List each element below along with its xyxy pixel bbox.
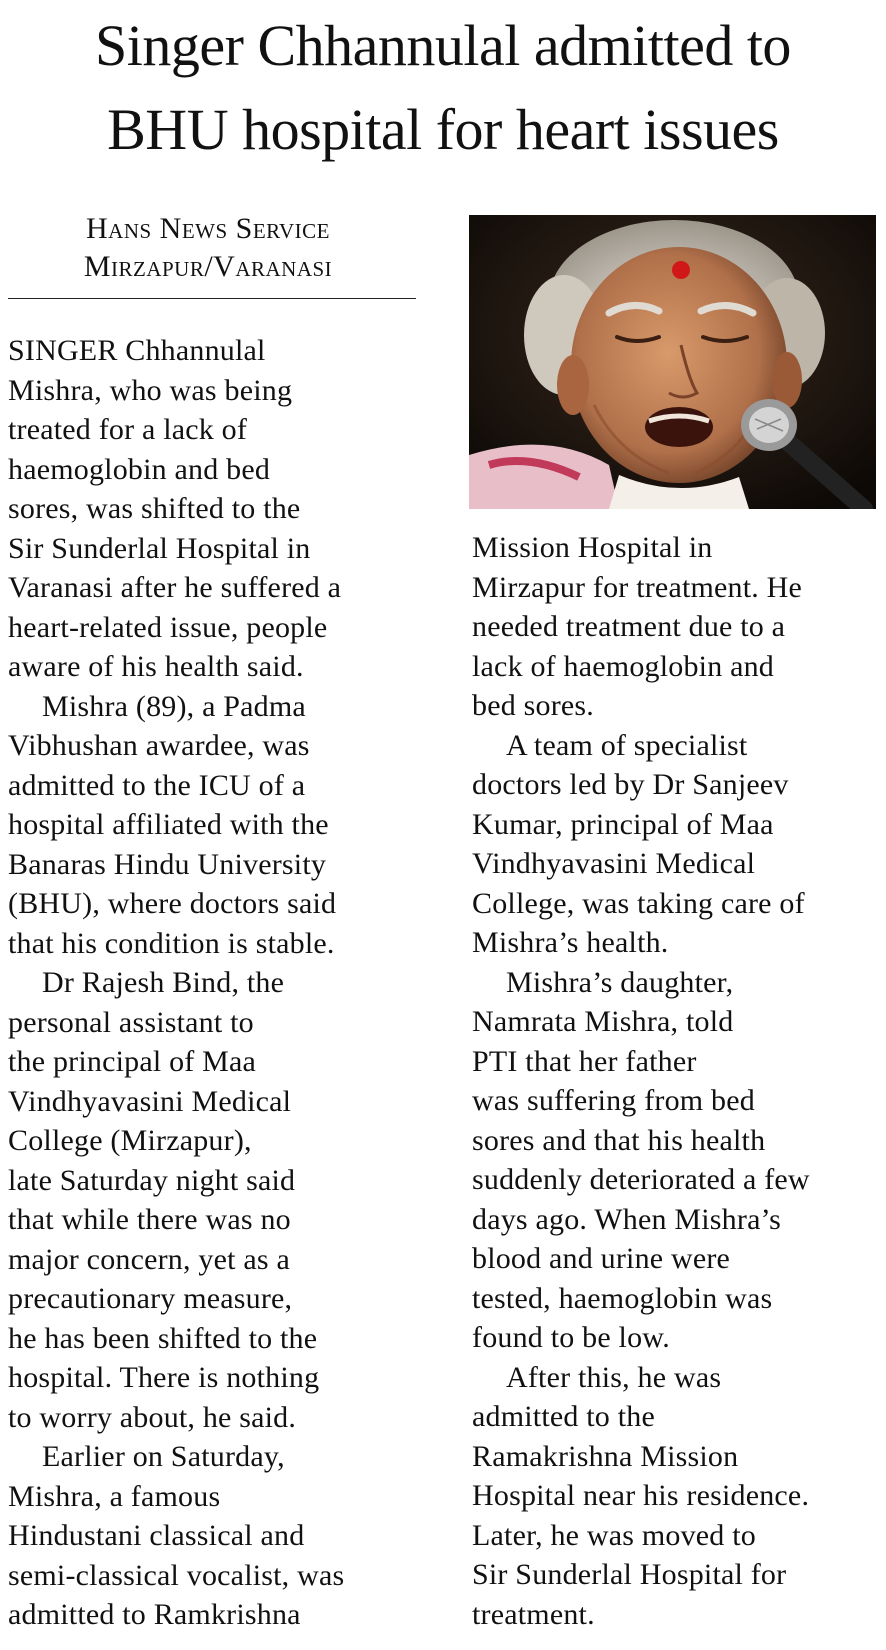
article-text-line: Earlier on Saturday,: [42, 1440, 285, 1473]
article-text-line: days ago. When Mishra’s: [472, 1202, 781, 1236]
article-text-line: Vindhyavasini Medical: [8, 1084, 292, 1118]
article-text-line: Mishra, a famous: [8, 1479, 221, 1513]
article-text-line: SINGER Chhannulal: [8, 334, 266, 367]
article-text-line: Sir Sunderlal Hospital for: [472, 1558, 787, 1591]
article-text-line: haemoglobin and bed: [8, 452, 271, 486]
article-text-line: semi-classical vocalist, was: [8, 1558, 345, 1592]
byline-location: Mirzapur/Varanasi: [83, 250, 333, 283]
article-text-line: Varanasi after he suffered a: [8, 571, 342, 604]
article-text-line: admitted to Ramkrishna: [8, 1598, 301, 1631]
article-text-line: Dr Rajesh Bind, the: [42, 966, 285, 999]
byline: [8, 210, 408, 286]
article-text-line: found to be low.: [472, 1321, 670, 1354]
article-text-line: Mishra’s daughter,: [506, 965, 734, 999]
headline-line-2: BHU hospital for heart issues: [107, 97, 779, 162]
article-text-line: he has been shifted to the: [8, 1321, 318, 1355]
article-text-line: tested, haemoglobin was: [472, 1281, 773, 1315]
article-text-line: treatment.: [472, 1597, 595, 1631]
article-text-line: Mishra (89), a Padma: [42, 689, 306, 723]
article-text-line: Mishra’s health.: [472, 926, 669, 959]
article-text-line: to worry about, he said.: [8, 1400, 297, 1434]
article-text-line: admitted to the: [472, 1400, 655, 1433]
article-text-line: suddenly deteriorated a few: [472, 1163, 810, 1196]
article-text-line: Vibhushan awardee, was: [8, 729, 310, 762]
byline-rule: [8, 298, 416, 299]
article-text-line: Kumar, principal of Maa: [472, 807, 774, 841]
article-photo: [469, 215, 876, 509]
article-text-line: Hindustani classical and: [8, 1519, 305, 1552]
article-text-line: (BHU), where doctors said: [8, 887, 337, 920]
article-text-line: that while there was no: [8, 1203, 291, 1236]
article-text-line: Sir Sunderlal Hospital in: [8, 531, 311, 565]
article-text-line: Vindhyavasini Medical: [472, 847, 756, 880]
article-text-line: precautionary measure,: [8, 1282, 293, 1315]
article-text-line: aware of his health said.: [8, 650, 304, 683]
headline: [0, 4, 886, 172]
article-text-line: that his condition is stable.: [8, 926, 335, 960]
article-column-right: [472, 528, 882, 1634]
article-text-line: admitted to the ICU of a: [8, 768, 306, 802]
article-text-line: Namrata Mishra, told: [472, 1005, 734, 1038]
singer-portrait-image: [469, 215, 876, 509]
article-text-line: College (Mirzapur),: [8, 1124, 252, 1157]
article-text-line: A team of specialist: [506, 728, 748, 762]
article-text-line: Mirzapur for treatment. He: [472, 570, 803, 604]
article-text-line: major concern, yet as a: [8, 1242, 290, 1276]
article-text-line: PTI that her father: [472, 1044, 697, 1078]
article-text-line: Later, he was moved to: [472, 1518, 756, 1552]
article-text-line: lack of haemoglobin and: [472, 649, 775, 683]
article-text-line: Hospital near his residence.: [472, 1479, 810, 1512]
article-text-line: heart-related issue, people: [8, 610, 328, 644]
article-text-line: sores, was shifted to the: [8, 492, 301, 525]
article-text-line: hospital affiliated with the: [8, 808, 329, 841]
article-text-line: needed treatment due to a: [472, 610, 786, 643]
article-text-line: Mishra, who was being: [8, 373, 293, 407]
byline-service: Hans News Service: [86, 212, 330, 245]
article-column-left: [8, 331, 418, 1635]
article-text-line: doctors led by Dr Sanjeev: [472, 768, 789, 801]
article-text-line: late Saturday night said: [8, 1163, 296, 1197]
article-text-line: treated for a lack of: [8, 413, 248, 446]
headline-line-1: Singer Chhannulal admitted to: [95, 13, 791, 78]
article-text-line: sores and that his health: [472, 1123, 766, 1157]
article-text-line: bed sores.: [472, 689, 594, 722]
article-text-line: was suffering from bed: [472, 1084, 755, 1117]
article-text-line: Banaras Hindu University: [8, 847, 327, 881]
article-text-line: Mission Hospital in: [472, 531, 713, 564]
article-text-line: hospital. There is nothing: [8, 1361, 320, 1394]
article-text-line: After this, he was: [506, 1360, 722, 1394]
article-text-line: blood and urine were: [472, 1242, 731, 1275]
article-text-line: the principal of Maa: [8, 1045, 257, 1078]
article-text-line: College, was taking care of: [472, 886, 805, 920]
article-text-line: personal assistant to: [8, 1005, 254, 1039]
article-text-line: Ramakrishna Mission: [472, 1439, 739, 1473]
